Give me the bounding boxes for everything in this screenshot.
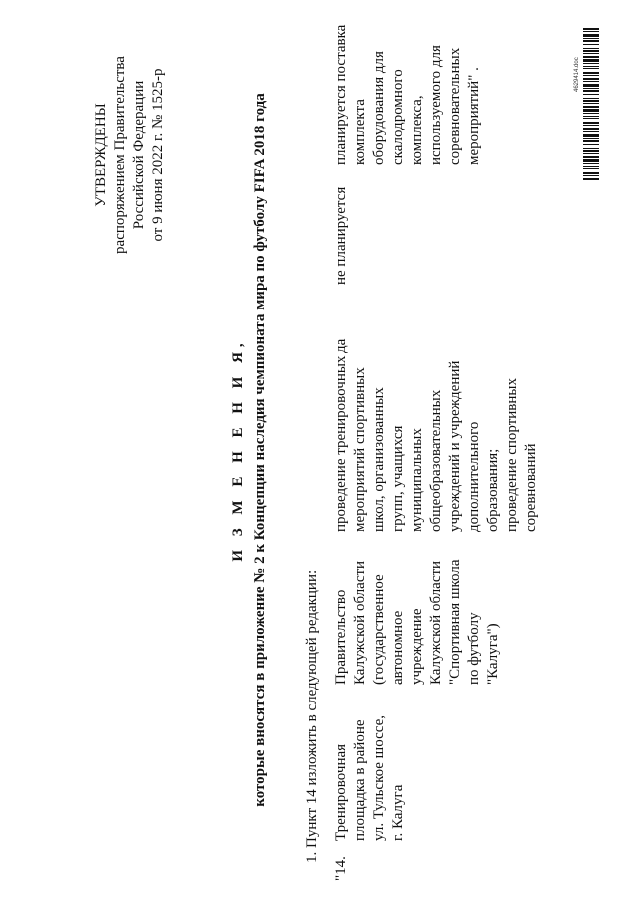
supply-line: комплекса, bbox=[409, 95, 425, 165]
approval-line-3: от 9 июня 2022 г. № 1525-р bbox=[150, 68, 166, 242]
object-line: ул. Тульское шоссе, bbox=[371, 714, 387, 841]
approval-title: УТВЕРЖДЕНЫ bbox=[93, 103, 109, 207]
approval-line-2: Российской Федерации bbox=[131, 80, 147, 230]
operator-cell bbox=[332, 560, 503, 685]
operator-line: "Спортивная школа bbox=[447, 559, 463, 685]
rotated-content bbox=[40, 15, 620, 885]
usage-line: учреждений и учреждений bbox=[447, 360, 463, 532]
operator-line: учреждение bbox=[409, 608, 425, 685]
object-cell bbox=[332, 715, 408, 841]
supply-line: комплекта bbox=[352, 99, 368, 165]
usage-cell bbox=[332, 356, 541, 532]
intro-paragraph: 1. Пункт 14 изложить в следующей редакции: bbox=[304, 569, 320, 863]
operator-line: Правительство bbox=[333, 589, 349, 685]
supply-line: мероприятий" . bbox=[466, 67, 482, 165]
usage-line: образования; bbox=[485, 448, 501, 532]
approval-line-1: распоряжением Правительства bbox=[112, 56, 128, 254]
operator-line: по футболу bbox=[466, 612, 482, 685]
approval-stamp bbox=[92, 25, 168, 285]
usage-line: групп, учащихся bbox=[390, 425, 406, 532]
usage-line: муниципальных bbox=[409, 428, 425, 532]
document-subtitle: которые вносятся в приложение № 2 к Концепции наследия чемпионата мира по футболу FIFA 2018 года bbox=[252, 93, 268, 807]
supply-line: планируется поставка bbox=[333, 24, 349, 165]
operator-line: "Калуга") bbox=[485, 623, 501, 685]
object-line: площадка в районе bbox=[352, 719, 368, 841]
usage-line: дополнительного bbox=[466, 421, 482, 532]
document-title: И З М Е Н Е Н И Я, bbox=[230, 338, 246, 562]
usage-line: соревнований bbox=[523, 443, 539, 532]
supply-line: используемого для bbox=[428, 45, 444, 165]
supply-line: скалодромного bbox=[390, 69, 406, 165]
supply-cell bbox=[332, 25, 484, 165]
supply-line: соревновательных bbox=[447, 47, 463, 165]
barcode-caption: 4629414.doc bbox=[574, 57, 580, 92]
usage-line: общеобразовательных bbox=[428, 389, 444, 532]
operator-line: автономное bbox=[390, 610, 406, 685]
object-line: г. Калуга bbox=[390, 784, 406, 841]
yes-cell: да bbox=[333, 338, 349, 353]
operator-line: (государственное bbox=[371, 574, 387, 685]
supply-line: оборудования для bbox=[371, 51, 387, 165]
operator-line: Калужской области bbox=[352, 560, 368, 685]
planned-cell: не планируется bbox=[333, 186, 349, 285]
object-line: Тренировочная bbox=[333, 743, 349, 841]
usage-line: проведение тренировочных bbox=[333, 355, 349, 532]
usage-line: проведение спортивных bbox=[504, 378, 520, 532]
row-number: "14. bbox=[333, 856, 349, 881]
usage-line: мероприятий спортивных bbox=[352, 367, 368, 532]
operator-line: Калужской области bbox=[428, 560, 444, 685]
usage-line: школ, организованных bbox=[371, 387, 387, 532]
